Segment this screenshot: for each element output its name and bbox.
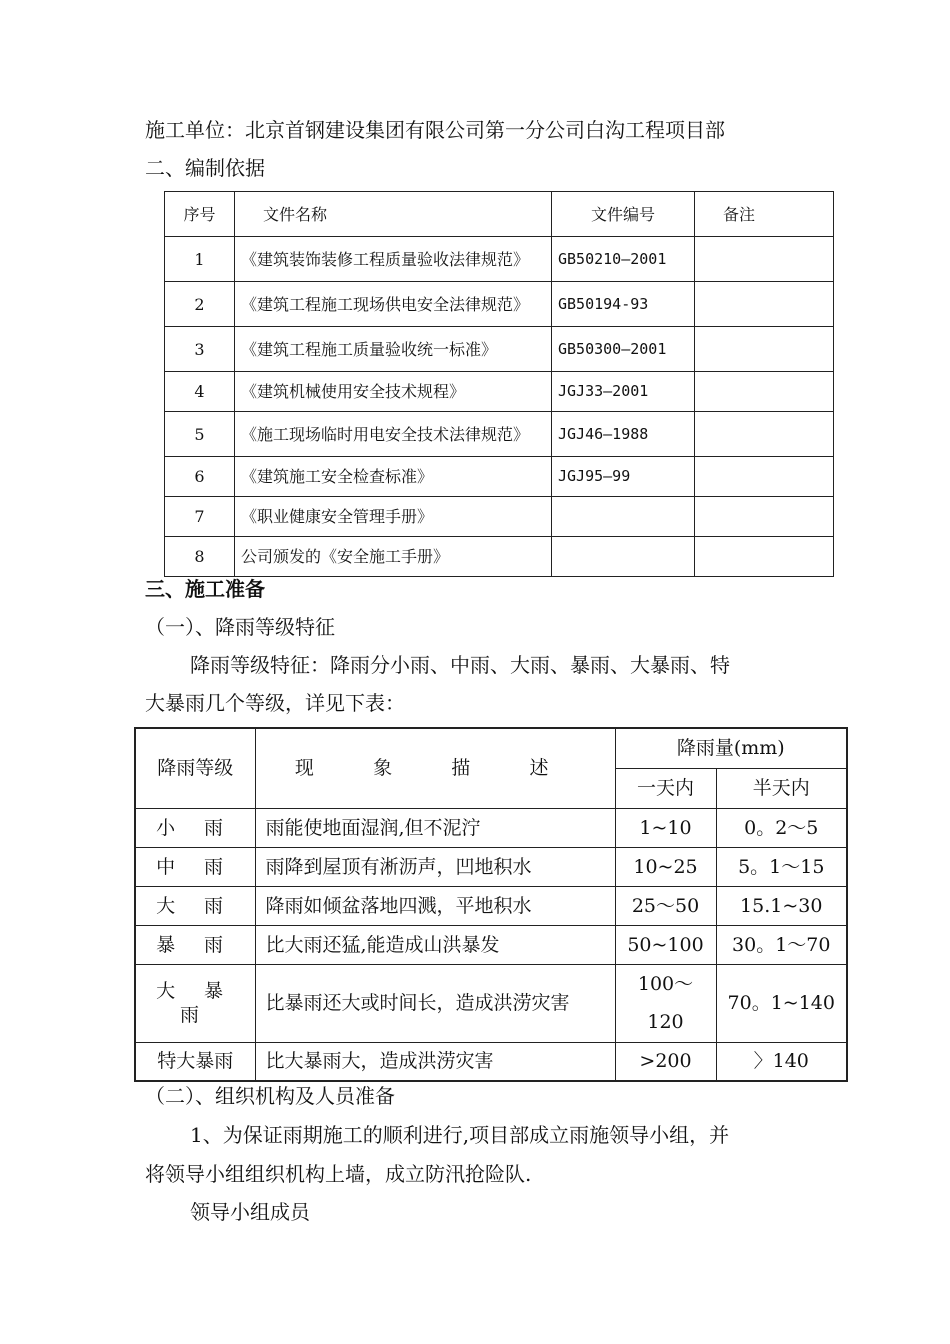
cell-file-name: 《职业健康安全管理手册》 (235, 497, 552, 537)
table-row (135, 886, 847, 925)
cell-description: 比暴雨还大或时间长，造成洪涝灾害 (255, 964, 615, 1042)
header-file-name: 文件名称 (235, 192, 552, 237)
header-seq: 序号 (165, 192, 235, 237)
cell-description: 比大暴雨大，造成洪涝灾害 (255, 1042, 615, 1081)
table-row (135, 808, 847, 847)
table-row (165, 537, 834, 577)
header-rain-amount: 降雨量(mm) (615, 728, 847, 768)
cell-file-name: 《建筑工程施工质量验收统一标准》 (235, 327, 552, 372)
cell-day-amount: 25～50 (615, 886, 716, 925)
cell-note (695, 412, 834, 457)
cell-file-code (552, 537, 695, 577)
cell-note (695, 457, 834, 497)
cell-day-amount: 1~10 (615, 808, 716, 847)
header-phenomenon: 现 象 描 述 (255, 728, 615, 808)
cell-file-code: JGJ95—99 (552, 457, 695, 497)
cell-file-code: GB50300—2001 (552, 327, 695, 372)
header-file-code: 文件编号 (552, 192, 695, 237)
construction-unit-line: 施工单位：北京首钢建设集团有限公司第一分公司白沟工程项目部 (145, 118, 725, 142)
table-row (135, 1042, 847, 1081)
cell-note (695, 372, 834, 412)
table-row (165, 237, 834, 282)
table-row (165, 497, 834, 537)
cell-note (695, 537, 834, 577)
cell-note (695, 327, 834, 372)
cell-seq: 2 (165, 282, 235, 327)
cell-day-amount: 100～120 (615, 964, 716, 1042)
cell-seq: 8 (165, 537, 235, 577)
rainfall-paragraph-line1: 降雨等级特征：降雨分小雨、中雨、大雨、暴雨、大暴雨、特 (190, 653, 730, 677)
header-note: 备注 (695, 192, 834, 237)
cell-file-name: 《建筑施工安全检查标准》 (235, 457, 552, 497)
cell-half-day-amount: 5。1～15 (716, 847, 847, 886)
cell-file-code: JGJ33—2001 (552, 372, 695, 412)
cell-note (695, 497, 834, 537)
cell-half-day-amount: 30。1～70 (716, 925, 847, 964)
table-row (165, 457, 834, 497)
cell-half-day-amount: 0。2～5 (716, 808, 847, 847)
rainfall-paragraph-line2: 大暴雨几个等级，详见下表： (145, 691, 405, 715)
section-title-preparation: 三、施工准备 (145, 577, 265, 601)
cell-file-code: GB50210—2001 (552, 237, 695, 282)
cell-file-name: 《建筑装饰装修工程质量验收法律规范》 (235, 237, 552, 282)
organization-paragraph-line1: 1、为保证雨期施工的顺利进行,项目部成立雨施领导小组，并 (190, 1123, 730, 1147)
cell-seq: 5 (165, 412, 235, 457)
cell-note (695, 282, 834, 327)
cell-seq: 6 (165, 457, 235, 497)
cell-file-name: 《建筑机械使用安全技术规程》 (235, 372, 552, 412)
cell-day-amount: 50~100 (615, 925, 716, 964)
cell-level: 大 雨 (135, 886, 255, 925)
table-row (165, 327, 834, 372)
cell-description: 雨能使地面湿润,但不泥泞 (255, 808, 615, 847)
header-within-day: 一天内 (615, 768, 716, 808)
cell-description: 降雨如倾盆落地四溅，平地积水 (255, 886, 615, 925)
cell-file-code: GB50194-93 (552, 282, 695, 327)
cell-seq: 3 (165, 327, 235, 372)
subsection-title-organization: （二）、组织机构及人员准备 (145, 1084, 395, 1108)
rainfall-level-table (134, 727, 848, 1082)
table-header-row (135, 728, 847, 768)
leadership-group-members: 领导小组成员 (190, 1200, 310, 1224)
cell-level: 特大暴雨 (135, 1042, 255, 1081)
cell-half-day-amount: 15.1~30 (716, 886, 847, 925)
subsection-title-rainfall: （一）、降雨等级特征 (145, 615, 335, 639)
table-row (165, 372, 834, 412)
organization-paragraph-line2: 将领导小组组织机构上墙，成立防汛抢险队. (145, 1162, 532, 1186)
cell-seq: 4 (165, 372, 235, 412)
cell-seq: 1 (165, 237, 235, 282)
cell-level: 中 雨 (135, 847, 255, 886)
table-row (135, 847, 847, 886)
cell-description: 比大雨还猛,能造成山洪暴发 (255, 925, 615, 964)
header-rain-level: 降雨等级 (135, 728, 255, 808)
cell-half-day-amount: 〉140 (716, 1042, 847, 1081)
cell-file-name: 《施工现场临时用电安全技术法律规范》 (235, 412, 552, 457)
cell-file-name: 公司颁发的《安全施工手册》 (235, 537, 552, 577)
table-row (165, 412, 834, 457)
section-title-basis: 二、编制依据 (145, 156, 265, 180)
cell-level: 小 雨 (135, 808, 255, 847)
cell-file-code (552, 497, 695, 537)
cell-level: 大 暴 雨 (135, 964, 255, 1042)
cell-description: 雨降到屋顶有淅沥声，凹地积水 (255, 847, 615, 886)
table-row (135, 925, 847, 964)
table-row (165, 282, 834, 327)
cell-day-amount: 10~25 (615, 847, 716, 886)
cell-file-code: JGJ46—1988 (552, 412, 695, 457)
reference-table (164, 191, 834, 577)
cell-file-name: 《建筑工程施工现场供电安全法律规范》 (235, 282, 552, 327)
cell-half-day-amount: 70。1~140 (716, 964, 847, 1042)
cell-level: 暴 雨 (135, 925, 255, 964)
cell-seq: 7 (165, 497, 235, 537)
cell-day-amount: >200 (615, 1042, 716, 1081)
table-row (135, 964, 847, 1042)
table-header-row (165, 192, 834, 237)
header-within-half-day: 半天内 (716, 768, 847, 808)
cell-note (695, 237, 834, 282)
